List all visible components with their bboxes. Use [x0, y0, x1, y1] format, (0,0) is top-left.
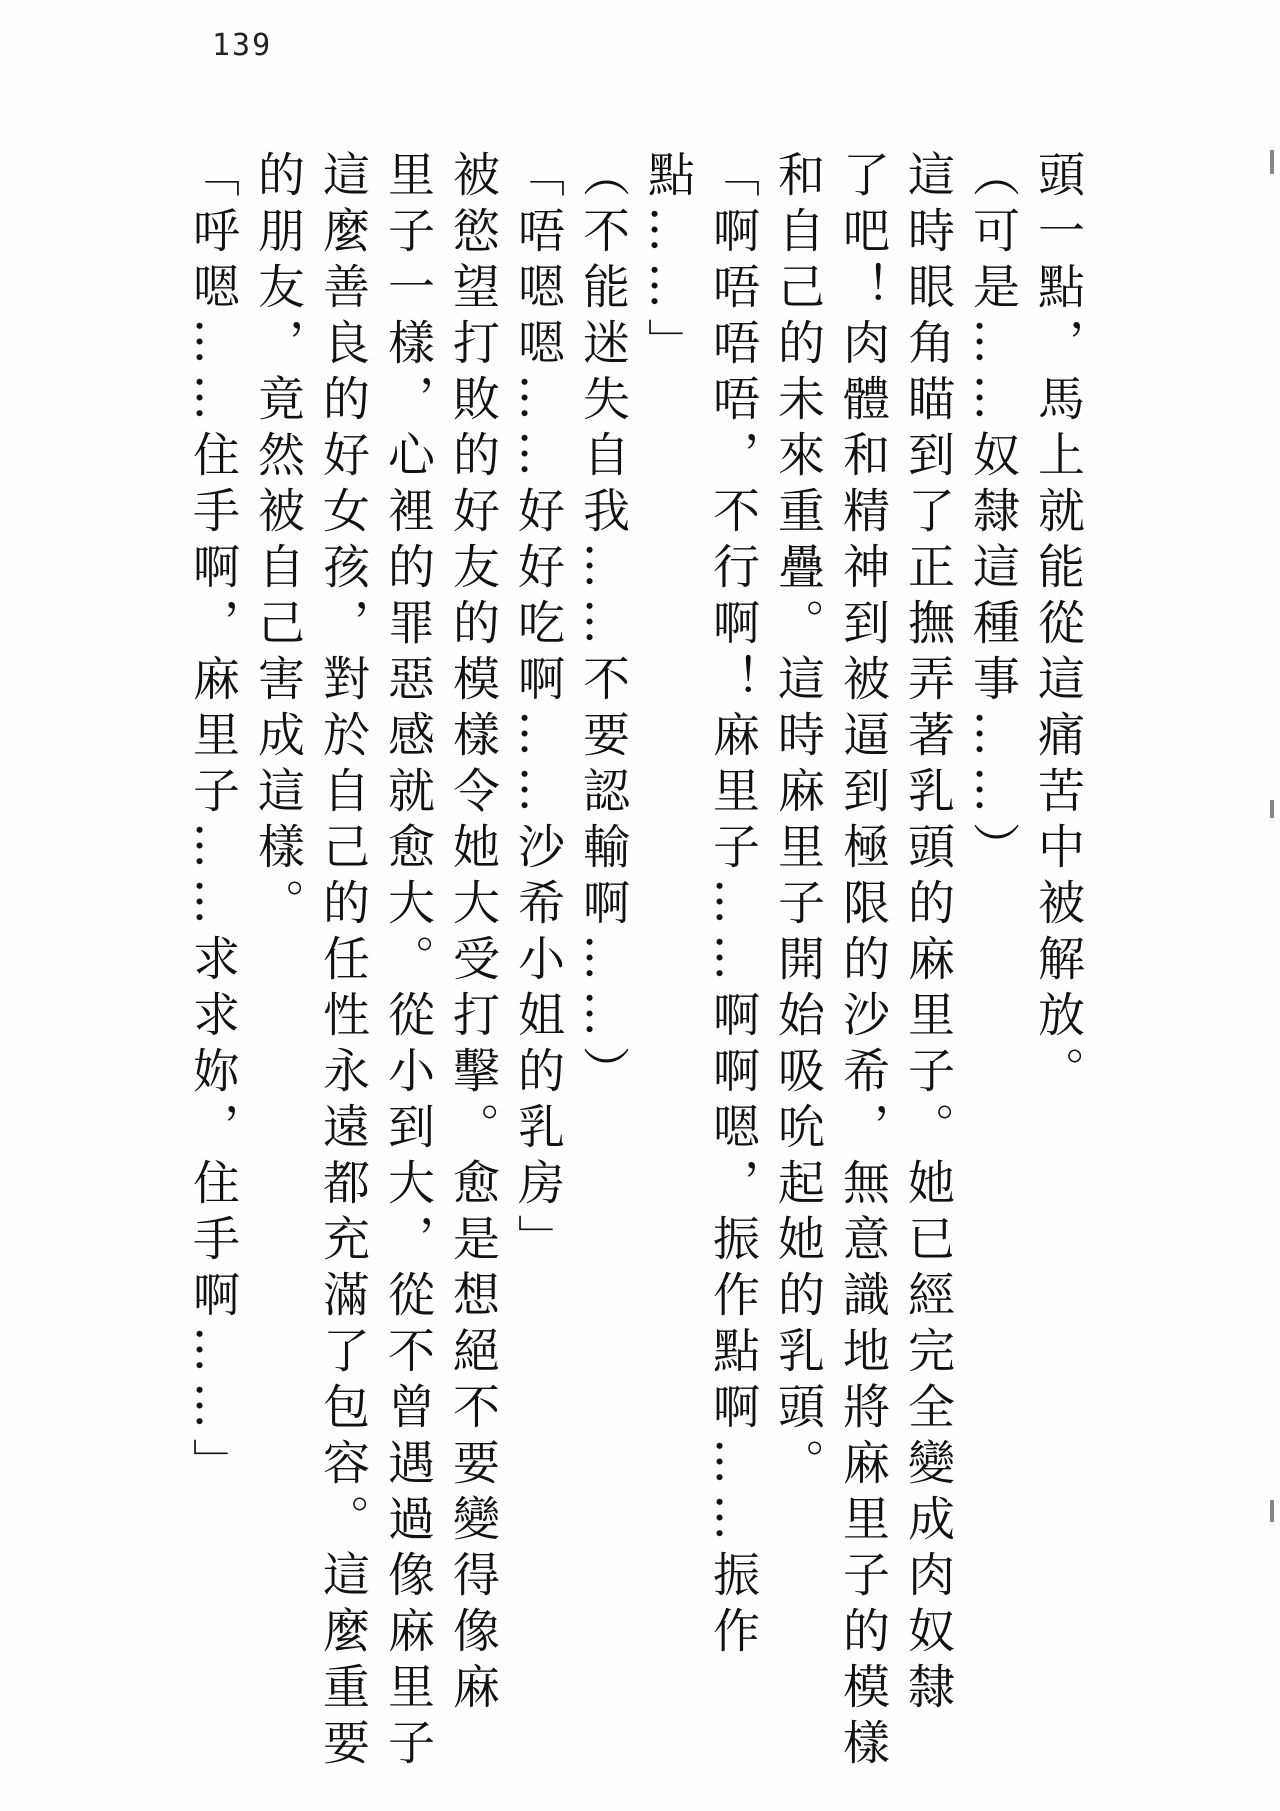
- text-line: （可是……奴隸這種事……）: [965, 150, 1020, 878]
- text-line: 頭一點，馬上就能從這痛苦中被解放。: [1030, 150, 1085, 1102]
- scan-edge-mark: [1270, 150, 1274, 174]
- text-line: 點……」: [640, 150, 695, 374]
- scan-edge-mark: [1270, 1500, 1274, 1522]
- text-line: 「唔嗯嗯……好好吃啊……沙希小姐的乳房」: [510, 150, 565, 1270]
- text-line: （不能迷失自我……不要認輸啊……）: [575, 150, 630, 1102]
- text-line: 被慾望打敗的好友的模樣令她大受打擊。愈是想絕不要變得像麻: [445, 150, 500, 1718]
- text-line: 的朋友，竟然被自己害成這樣。: [250, 150, 305, 934]
- vertical-text-block: [160, 150, 1090, 1774]
- text-line: 和自己的未來重疊。這時麻里子開始吸吮起她的乳頭。: [770, 150, 825, 1494]
- text-line: 這麼善良的好女孩，對於自己的任性永遠都充滿了包容。這麼重要: [315, 150, 370, 1774]
- text-line: 「呼嗯……住手啊，麻里子……求求妳，住手啊……」: [185, 150, 240, 1494]
- text-line: 「啊唔唔唔，不行啊！麻里子……啊啊嗯，振作點啊……振作: [705, 150, 760, 1662]
- text-line: 里子一樣，心裡的罪惡感就愈大。從小到大，從不曾遇過像麻里子: [380, 150, 435, 1774]
- page-number: 139: [212, 28, 273, 63]
- scan-edge-mark: [1270, 800, 1274, 818]
- text-line: 這時眼角瞄到了正撫弄著乳頭的麻里子。她已經完全變成肉奴隸: [900, 150, 955, 1718]
- text-line: 了吧！肉體和精神到被逼到極限的沙希，無意識地將麻里子的模樣: [835, 150, 890, 1774]
